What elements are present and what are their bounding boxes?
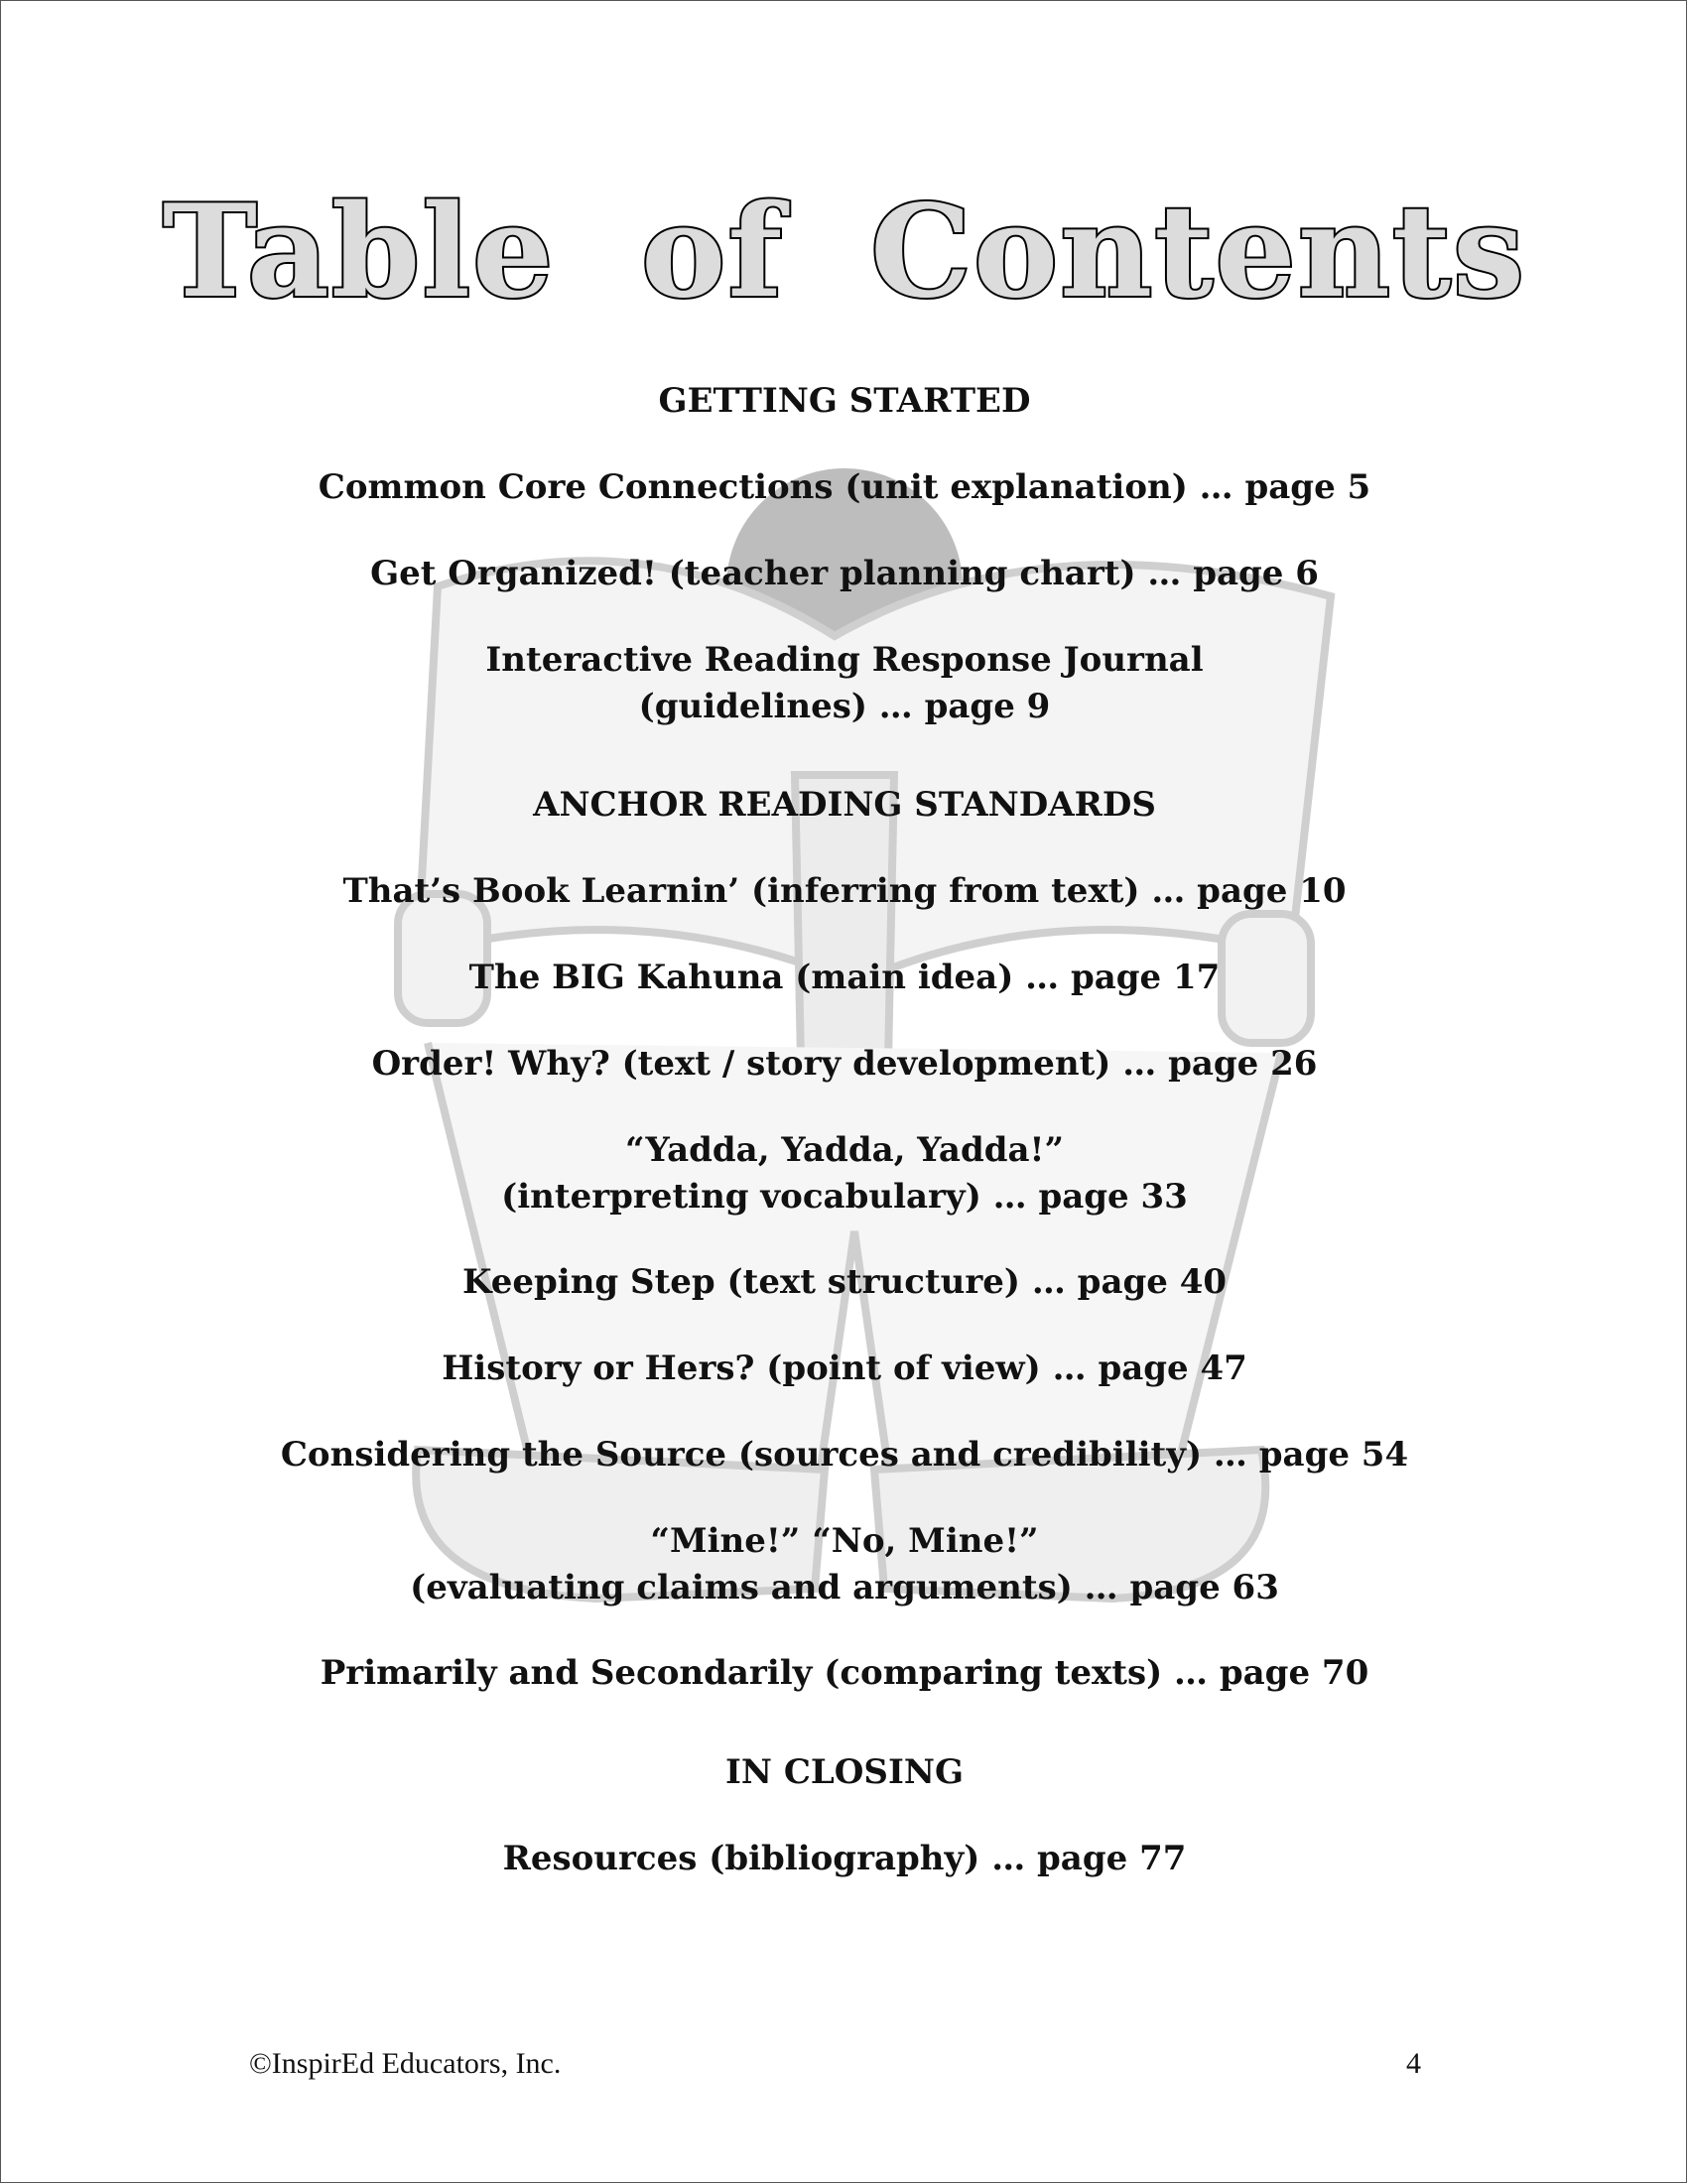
toc-entry-line: Keeping Step (text structure) … page 40 — [461, 1262, 1228, 1302]
toc-entry-line: That’s Book Learnin’ (inferring from text) … page 10 — [342, 871, 1347, 911]
toc-entry-line: Interactive Reading Response Journal — [485, 640, 1204, 680]
toc-entry-line: Order! Why? (text / story development) … page 26 — [371, 1044, 1318, 1084]
footer-page-number: 4 — [1406, 2047, 1421, 2080]
toc-entry — [1, 1127, 1687, 1220]
toc-entry-line: (interpreting vocabulary) … page 33 — [501, 1177, 1188, 1217]
page-title: Table of Contents — [162, 178, 1527, 326]
toc-entry-line: “Yadda, Yadda, Yadda!” — [624, 1130, 1065, 1170]
toc-entry — [1, 551, 1687, 597]
toc-entry-line: “Mine!” “No, Mine!” — [650, 1521, 1039, 1561]
section-heading-getting-started: GETTING STARTED — [658, 381, 1031, 421]
toc-entry — [1, 1432, 1687, 1478]
toc-entry — [1, 1346, 1687, 1392]
toc-entry-line: The BIG Kahuna (main idea) … page 17 — [468, 958, 1221, 997]
toc-entry — [1, 637, 1687, 730]
toc-entry-line: (evaluating claims and arguments) … page 63 — [410, 1568, 1279, 1607]
toc-entry-line: Common Core Connections (unit explanation) … page 5 — [318, 467, 1371, 507]
toc-entry-line: History or Hers? (point of view) … page 47 — [442, 1349, 1247, 1388]
section-heading-anchor-reading-standards: ANCHOR READING STANDARDS — [533, 785, 1156, 825]
toc-entry — [1, 1650, 1687, 1697]
toc-entry — [1, 1518, 1687, 1611]
toc-entry — [1, 1836, 1687, 1882]
toc-entry-line: Primarily and Secondarily (comparing texts) … page 70 — [320, 1653, 1369, 1693]
toc-entry — [1, 464, 1687, 511]
toc-entry — [1, 868, 1687, 915]
toc-entry-line: Resources (bibliography) … page 77 — [502, 1839, 1187, 1878]
toc-entry-line: Considering the Source (sources and credibility) … page 54 — [280, 1435, 1409, 1475]
toc-entry — [1, 955, 1687, 1001]
section-heading-in-closing: IN CLOSING — [725, 1752, 964, 1792]
toc-entry-line: (guidelines) … page 9 — [638, 687, 1051, 726]
toc-entry — [1, 1259, 1687, 1306]
toc-entry-line: Get Organized! (teacher planning chart) … page 6 — [370, 554, 1319, 593]
toc-entry — [1, 1041, 1687, 1088]
footer-copyright: ©InspirEd Educators, Inc. — [249, 2047, 562, 2080]
